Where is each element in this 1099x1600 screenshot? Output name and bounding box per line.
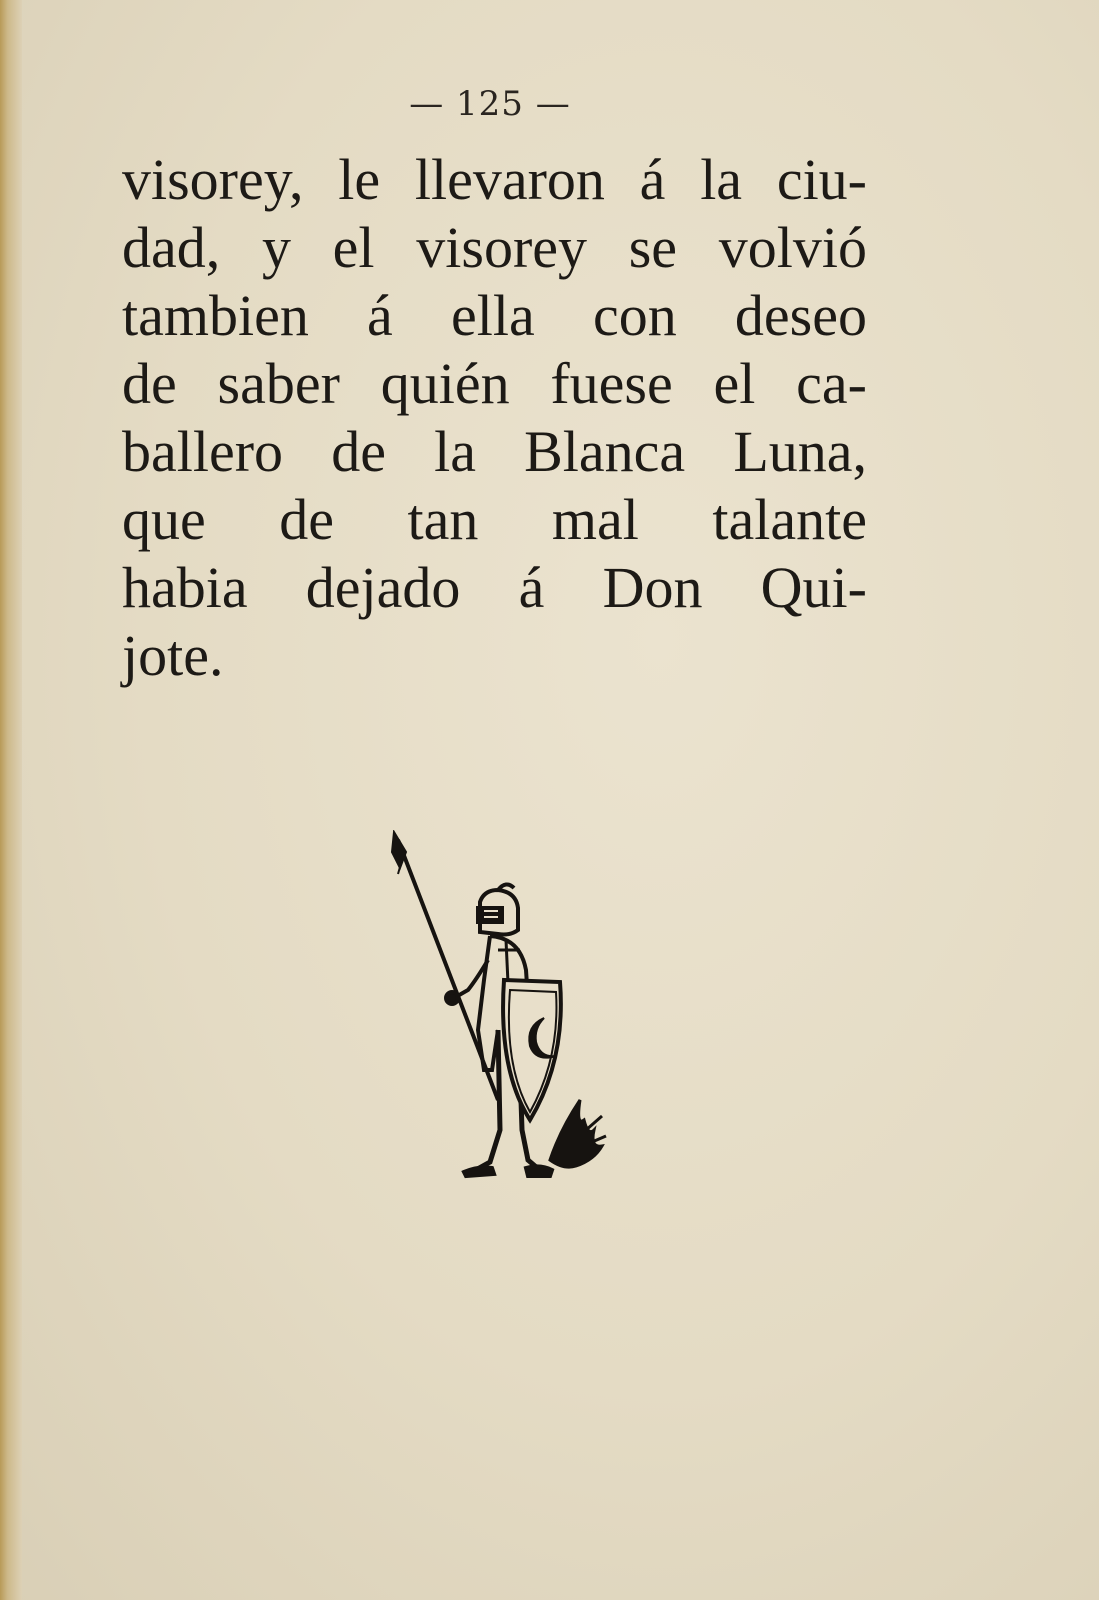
- text-line: habia dejado á Don Qui-: [122, 555, 867, 620]
- text-line: visorey, le llevaron á la ciu-: [122, 147, 867, 212]
- text-line: que de tan mal talante: [122, 487, 867, 552]
- text-line: de saber quién fuese el ca-: [122, 351, 867, 416]
- helmet: [478, 884, 518, 934]
- text-line: jote.: [122, 623, 224, 688]
- knight-with-lance-and-crescent-shield-icon: [380, 830, 620, 1190]
- page-number: — 125 —: [409, 84, 571, 124]
- body-text: [122, 146, 867, 690]
- page-binding-edge: [0, 0, 22, 1600]
- grass-tuft: [550, 1100, 606, 1167]
- text-line: tambien á ella con deseo: [122, 283, 867, 348]
- shield: [503, 980, 561, 1120]
- text-line: dad, y el visorey se volvió: [122, 215, 867, 280]
- text-line: ballero de la Blanca Luna,: [122, 419, 867, 484]
